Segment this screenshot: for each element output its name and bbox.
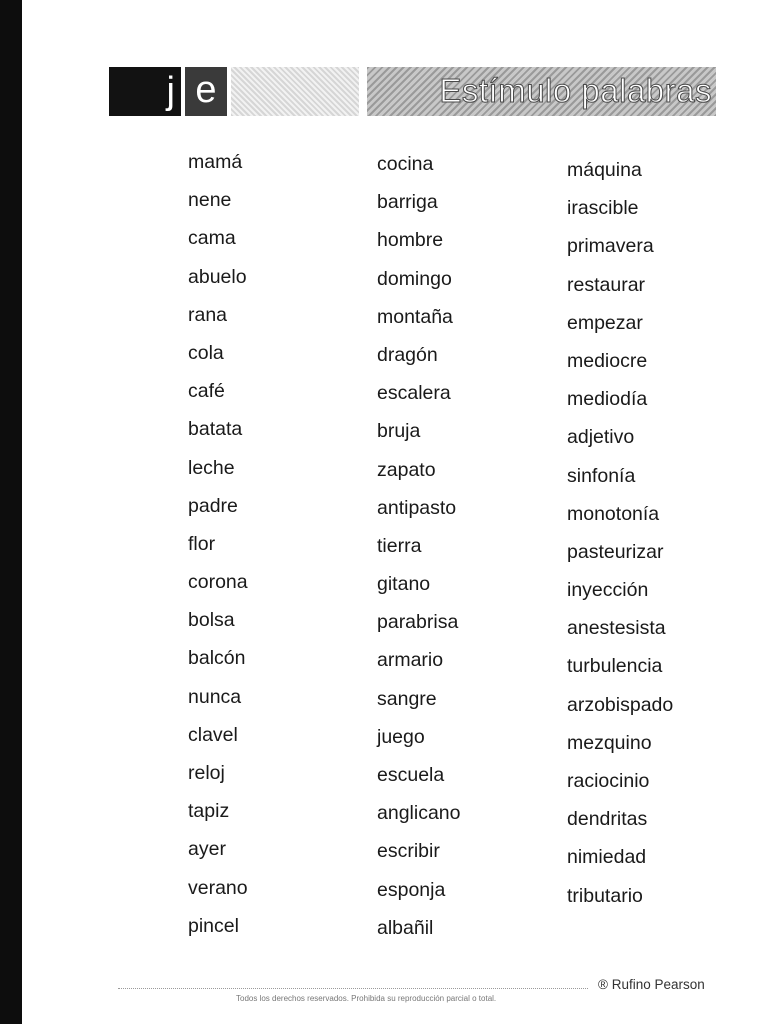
word-item: balcón [188, 647, 246, 670]
title-panel [367, 67, 716, 116]
word-item: arzobispado [567, 693, 674, 716]
logo-letter-j: j [109, 67, 181, 116]
word-item: mediocre [567, 349, 648, 372]
word-item: irascible [567, 197, 639, 220]
word-item: parabrisa [377, 611, 459, 634]
word-item: restaurar [567, 273, 646, 296]
word-item: gitano [377, 573, 431, 596]
word-item: cola [188, 341, 224, 364]
word-item: inyección [567, 579, 649, 602]
word-item: sangre [377, 687, 437, 710]
word-item: albañil [377, 916, 434, 939]
word-item: monotonía [567, 502, 660, 525]
word-item: juego [377, 725, 425, 748]
word-item: nene [188, 189, 232, 212]
word-item: rana [188, 303, 228, 326]
word-item: padre [188, 494, 238, 517]
word-item: escribir [377, 840, 440, 863]
word-column-1 [188, 148, 368, 950]
header-texture [231, 67, 359, 116]
word-item: batata [188, 418, 243, 441]
word-item: mediodía [567, 388, 648, 411]
rights-notice: Todos los derechos reservados. Prohibida su reproducción parcial o total. [236, 994, 497, 1003]
word-item: sinfonía [567, 464, 636, 487]
word-item: zapato [377, 458, 436, 481]
word-item: clavel [188, 723, 238, 746]
word-item: dragón [377, 343, 438, 366]
word-item: máquina [567, 159, 642, 181]
word-item: dendritas [567, 808, 648, 831]
word-item: café [188, 380, 225, 403]
word-item: anestesista [567, 617, 666, 640]
word-column-2 [377, 150, 557, 952]
word-item: escuela [377, 764, 445, 786]
word-item: cocina [377, 153, 434, 175]
word-item: barriga [377, 191, 438, 214]
word-item: escalera [377, 382, 451, 405]
word-item: abuelo [188, 265, 247, 288]
word-item: armario [377, 649, 444, 672]
word-item: montaña [377, 305, 453, 328]
page-edge-strip [0, 0, 22, 1024]
word-item: primavera [567, 235, 654, 258]
word-column-3 [567, 156, 747, 920]
page-title: Estímulo palabras [439, 72, 712, 109]
logo-letter-e: e [185, 67, 227, 116]
word-item: antipasto [377, 496, 457, 519]
word-item: reloj [188, 762, 225, 784]
word-item: turbulencia [567, 655, 663, 678]
word-item: tapiz [188, 800, 230, 823]
word-item: nunca [188, 685, 242, 708]
word-item: bolsa [188, 609, 235, 632]
word-item: mamá [188, 151, 243, 173]
word-item: mezquino [567, 731, 652, 754]
header-bar [109, 67, 716, 116]
word-item: leche [188, 456, 235, 479]
word-item: adjetivo [567, 426, 635, 449]
word-item: cama [188, 227, 236, 250]
copyright-notice: ® Rufino Pearson [598, 977, 705, 992]
word-item: hombre [377, 229, 444, 252]
word-item: ayer [188, 838, 226, 861]
word-item: verano [188, 876, 248, 899]
word-item: anglicano [377, 802, 461, 825]
word-item: empezar [567, 311, 643, 334]
footer-divider [118, 988, 588, 989]
word-item: flor [188, 532, 216, 555]
word-item: pasteurizar [567, 540, 664, 563]
word-item: domingo [377, 267, 452, 290]
word-item: nimiedad [567, 846, 647, 869]
word-item: tributario [567, 884, 643, 907]
word-item: raciocinio [567, 770, 650, 792]
word-item: esponja [377, 878, 446, 901]
word-item: pincel [188, 914, 239, 937]
word-item: tierra [377, 534, 422, 557]
word-item: bruja [377, 420, 421, 443]
word-item: corona [188, 571, 248, 594]
